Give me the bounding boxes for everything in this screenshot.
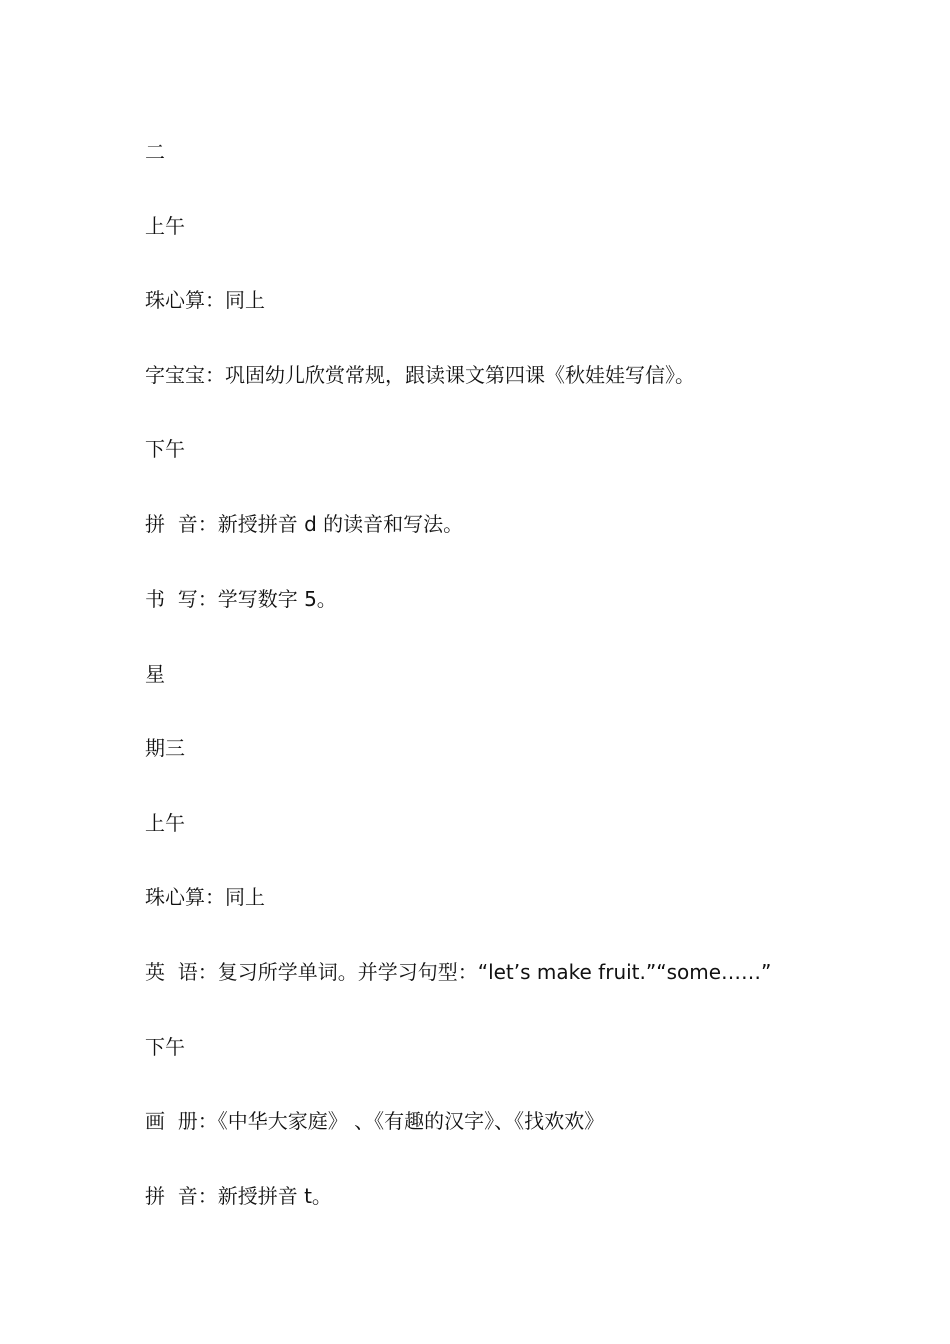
text-line: 上午 bbox=[145, 811, 185, 835]
text-line: 期三 bbox=[145, 736, 185, 760]
text-line: 上午 bbox=[145, 214, 185, 238]
text-line: 星 bbox=[145, 662, 165, 686]
text-line: 下午 bbox=[145, 437, 185, 461]
text-line: 英 语：复习所学单词。并学习句型：“let’s make fruit.”“some……” bbox=[145, 960, 772, 984]
text-line: 拼 音：新授拼音 t。 bbox=[145, 1184, 332, 1208]
text-line: 二 bbox=[145, 140, 165, 164]
text-line: 画 册：《中华大家庭》 、《有趣的汉字》、《找欢欢》 bbox=[145, 1109, 605, 1133]
text-line: 珠心算：同上 bbox=[145, 885, 265, 909]
text-line: 下午 bbox=[145, 1035, 185, 1059]
text-line: 珠心算：同上 bbox=[145, 288, 265, 312]
text-line: 拼 音：新授拼音 d 的读音和写法。 bbox=[145, 512, 464, 536]
text-line: 书 写：学写数字 5。 bbox=[145, 587, 337, 611]
text-line: 字宝宝：巩固幼儿欣赏常规，跟读课文第四课《秋娃娃写信》。 bbox=[145, 363, 695, 387]
